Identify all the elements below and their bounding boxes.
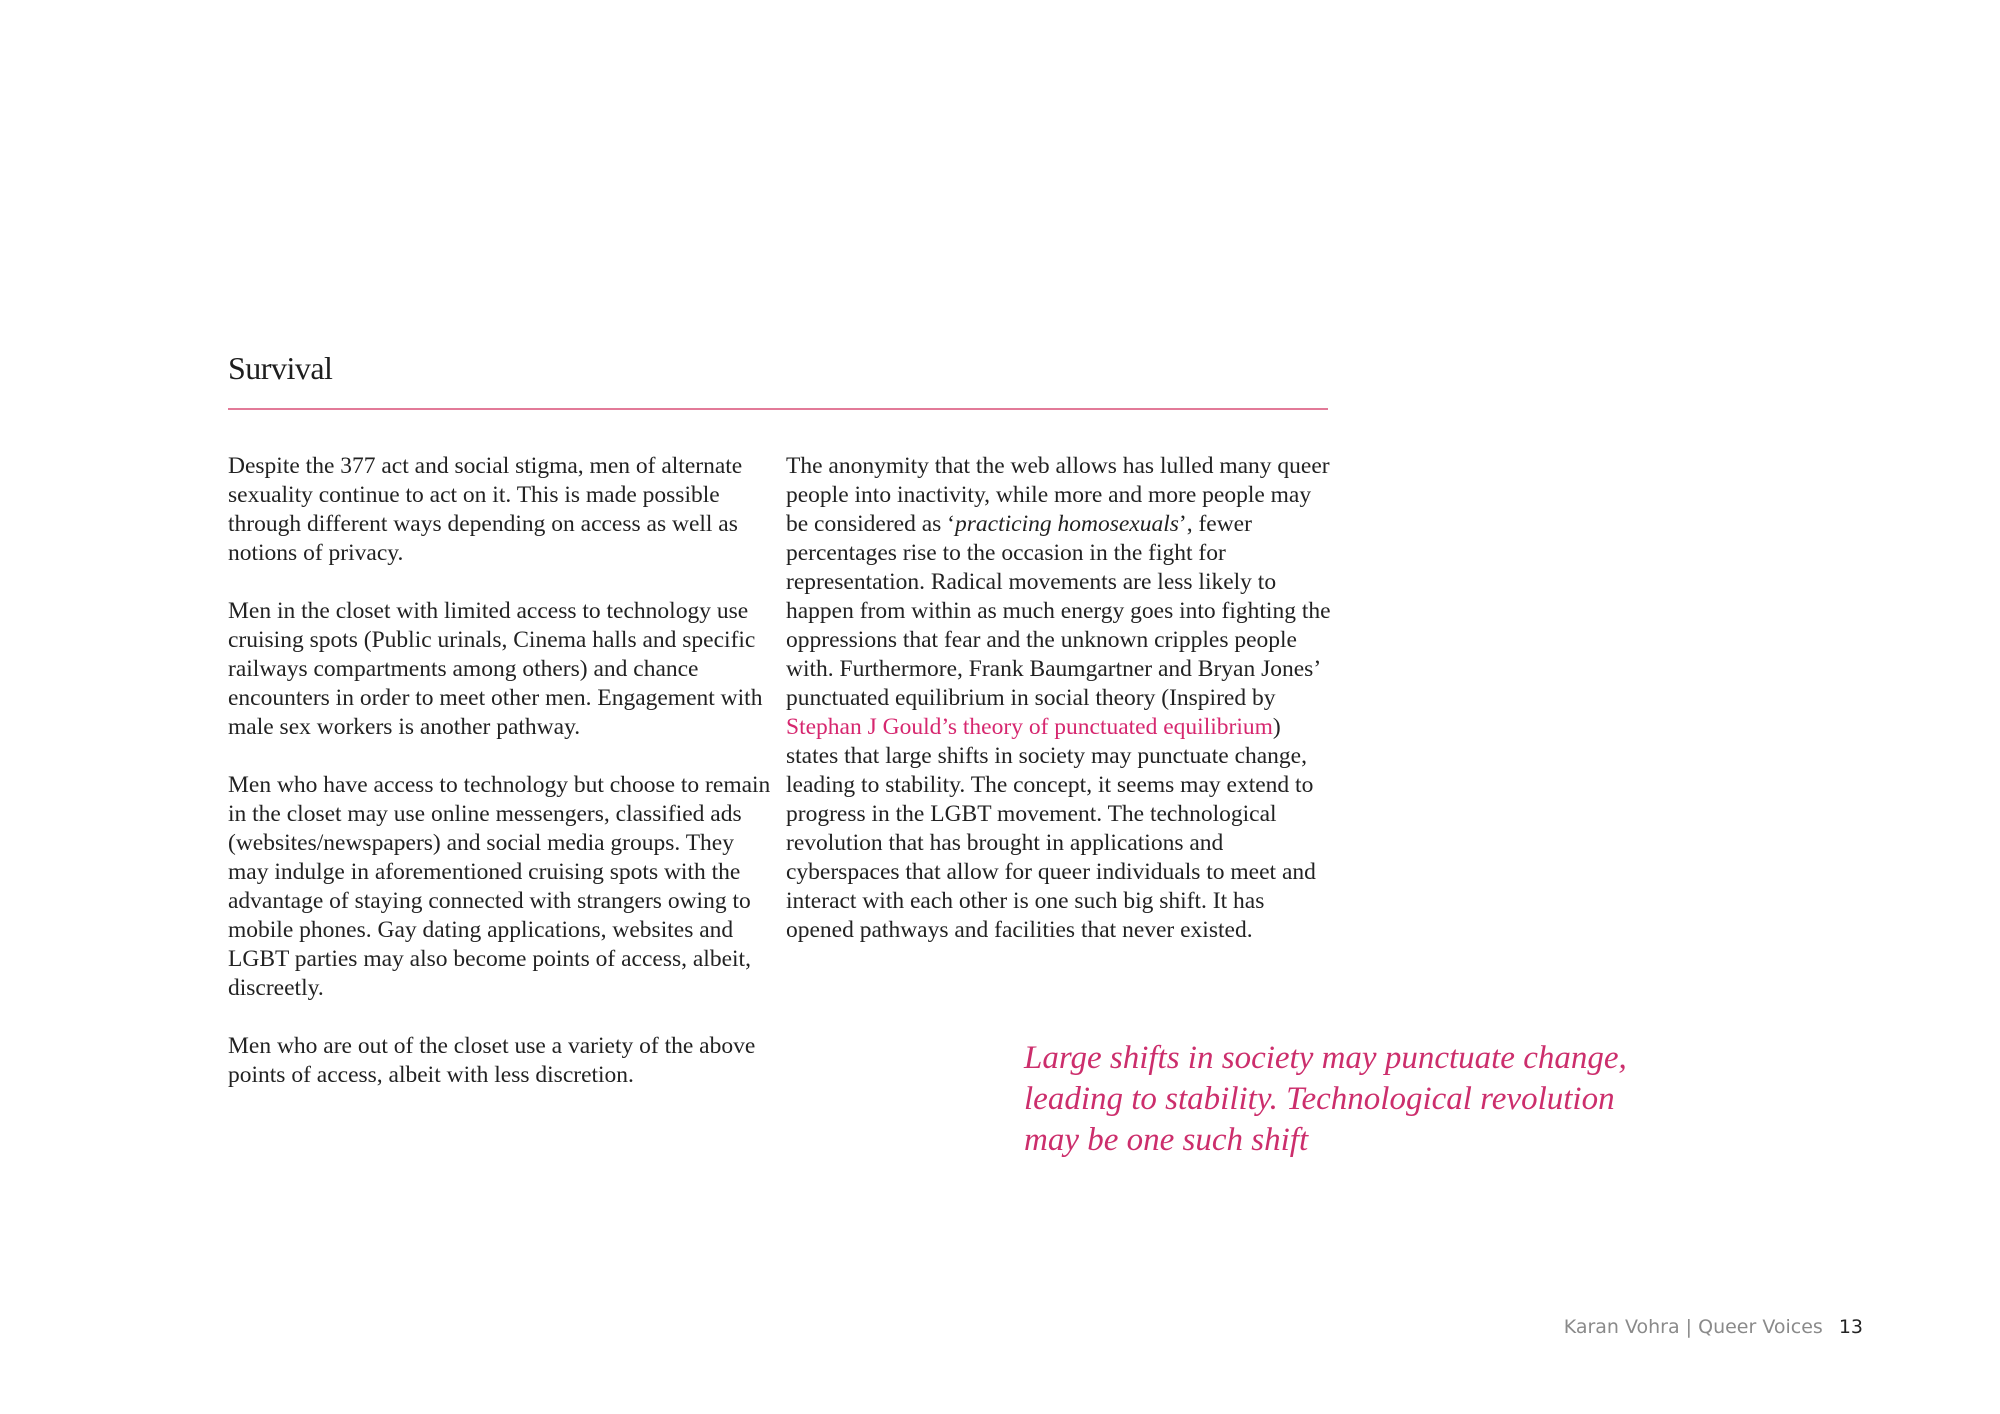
footer-credit: Karan Vohra | Queer Voices <box>1563 1316 1823 1338</box>
italic-term: practicing homosexuals <box>955 511 1179 537</box>
paragraph: Men who have access to technology but choose to remain in the closet may use online messengers, classified ads (websites/newspapers) and social media groups. They may indulge in aforementioned cruising spots with the advantage of staying connected with strangers owing to mobile phones. Gay dating applications, websites and LGBT parties may also become points of access, albeit, discreetly. <box>228 772 771 1001</box>
heading-divider <box>228 408 1328 410</box>
left-column <box>228 452 773 1119</box>
paragraph: Men who are out of the closet use a variety of the above points of access, albeit with less discretion. <box>228 1033 756 1088</box>
page-number: 13 <box>1838 1316 1863 1338</box>
paragraph: Men in the closet with limited access to technology use cruising spots (Public urinals, Cinema halls and specific railways compartments among others) and chance encounters in order to meet other men. Engagement with male sex workers is another pathway. <box>228 598 763 740</box>
paragraph <box>786 452 1334 945</box>
text-run: The anonymity that the web allows has lulled many queer people into inactivity, while more and more people may be considered as ‘ <box>786 453 1330 537</box>
text-run: ’, fewer percentages rise to the occasion in the fight for representation. Radical movements are less likely to happen from within as much energy goes into fighting the oppressions that fear and the unknown cripples people with. Furthermore, Frank Baumgartner and Bryan Jones’ punctuated equilibrium in social theory (Inspired by <box>786 511 1331 711</box>
text-run: ) states that large shifts in society may punctuate change, leading to stability. The concept, it seems may extend to progress in the LGBT movement. The technological revolution that has brought in applications and cyberspaces that allow for queer individuals to meet and interact with each other is one such big shift. It has opened pathways and facilities that never existed. <box>786 714 1316 943</box>
page-footer <box>1564 1316 1863 1338</box>
reference-link[interactable]: Stephan J Gould’s theory of punctuated equilibrium <box>786 714 1273 740</box>
pull-quote: Large shifts in society may punctuate change, leading to stability. Technological revolution may be one such shift <box>1024 1040 1627 1158</box>
right-column <box>786 452 1334 974</box>
section-heading: Survival <box>228 350 333 386</box>
paragraph: Despite the 377 act and social stigma, men of alternate sexuality continue to act on it. This is made possible through different ways depending on access as well as notions of privacy. <box>228 453 743 566</box>
